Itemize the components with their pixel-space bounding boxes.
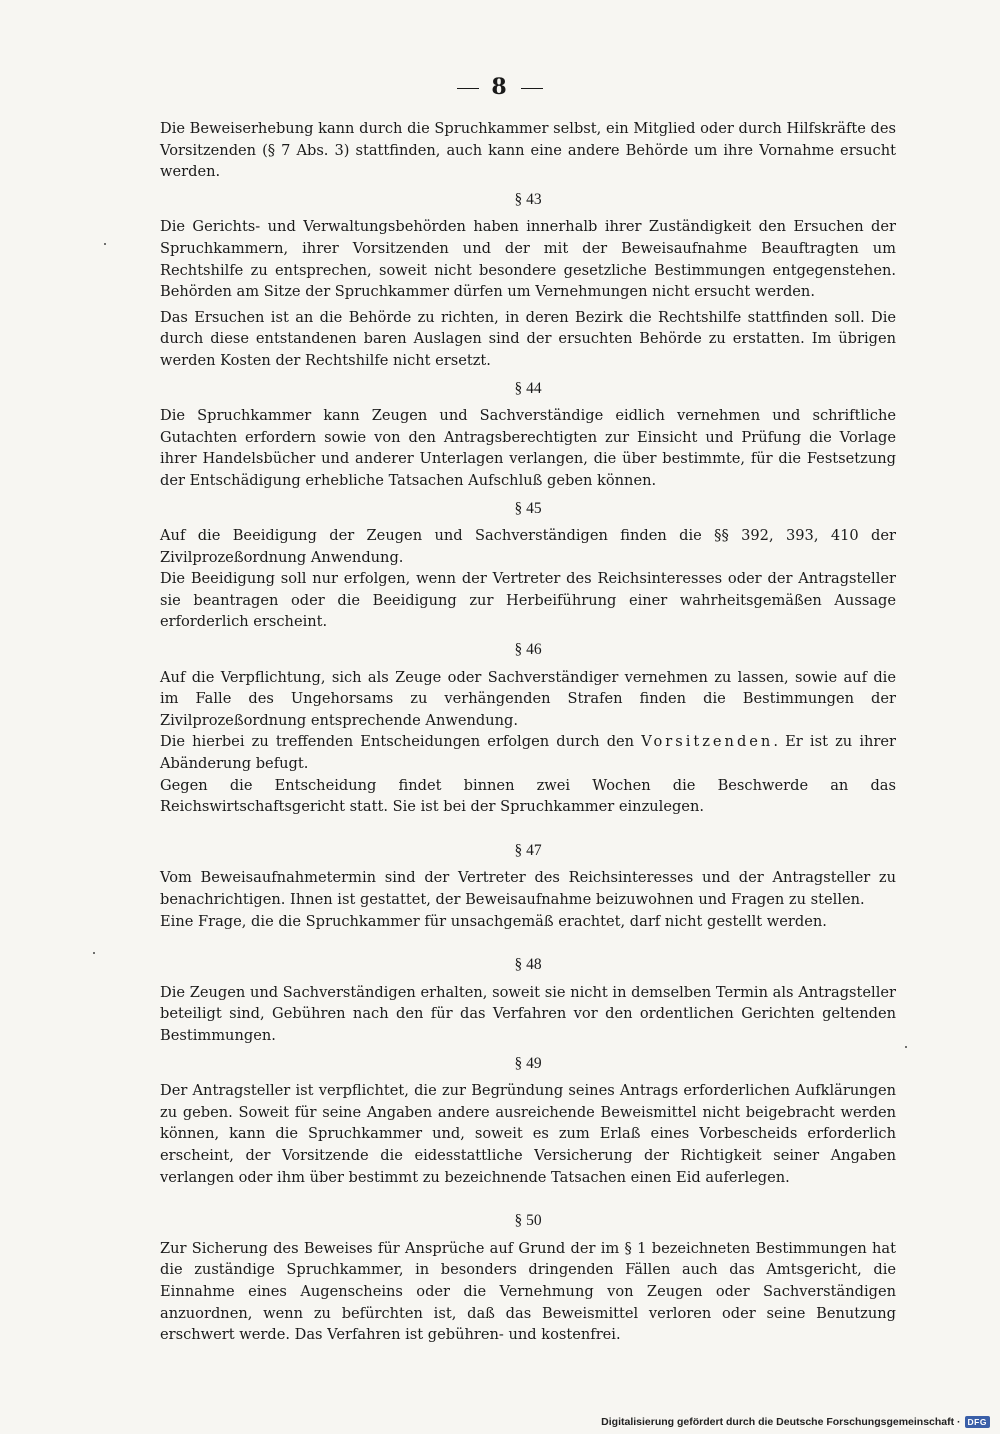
dash-right xyxy=(521,88,543,89)
section-45-paragraph-1: Auf die Beeidigung der Zeugen und Sachverständigen finden die §§ 392, 393, 410 der Zivilprozeßordnung Anwendung. xyxy=(160,527,896,566)
document-body xyxy=(160,118,896,1346)
scan-speck xyxy=(93,952,95,954)
section-46-p2-start: Die hierbei zu treffenden Entscheidungen erfolgen durch den xyxy=(160,733,642,751)
section-46-p2-end: . Er ist zu ihrer Abänderung befugt. xyxy=(160,733,896,773)
scan-speck xyxy=(104,243,106,245)
page-number: 8 xyxy=(491,74,509,100)
section-50-paragraph-1: Zur Sicherung des Beweises für Ansprüche auf Grund der im § 1 bezeichneten Bestimmungen hat die zuständige Spruchkammer, in besonders dringenden Fällen auch das Amtsgericht, die Einnahme eines Augenscheins oder die Vernehmung von Zeugen oder Sachverständigen anzuordnen, wenn zu befürchten ist, daß das Beweismittel verloren oder seine Benutzung erschwert werde. Das Verfahren ist gebühren- und kostenfrei. xyxy=(160,1239,896,1344)
section-49-paragraph-1: Der Antragsteller ist verpflichtet, die zur Begründung seines Antrags erforderlichen Aufklärungen zu geben. Soweit für seine Angaben andere ausreichende Beweismittel nicht beigebracht werden können, kann die Spruchkammer und, soweit es zum Erlaß eines Vorbescheids erforderlich erscheint, der Vorsitzende die eidesstattliche Versicherung der Richtigkeit seiner Angaben verlangen oder ihm über bestimmt zu bezeichnende Tatsachen einen Eid auferlegen. xyxy=(160,1082,896,1186)
section-46-heading: § 46 xyxy=(514,641,542,659)
section-48-paragraph-1: Die Zeugen und Sachverständigen erhalten, soweit sie nicht in demselben Termin als Antragsteller beteiligt sind, Gebühren nach den für das Verfahren vor den ordentlichen Gerichten geltenden Bestimmungen. xyxy=(160,983,896,1044)
digitization-footer xyxy=(601,1416,990,1428)
page-number-header xyxy=(0,74,1000,100)
section-47-paragraph-2: Eine Frage, die die Spruchkammer für unsachgemäß erachtet, darf nicht gestellt werden. xyxy=(160,912,827,930)
section-46-p2-spaced: Vorsitzenden xyxy=(641,733,774,751)
section-46-paragraph-1: Auf die Verpflichtung, sich als Zeuge oder Sachverständiger vernehmen zu lassen, sowie auf die im Falle des Ungehorsams zu verhängenden Strafen finden die Bestimmungen der Zivilprozeßordnung entsprechende Anwendung. xyxy=(160,668,896,729)
dash-left xyxy=(457,88,479,89)
section-44-paragraph-1: Die Spruchkammer kann Zeugen und Sachverständige eidlich vernehmen und schriftliche Gutachten erfordern sowie von den Antragsberechtigten zur Einsicht und Prüfung die Vorlage ihrer Handelsbücher und anderer Unterlagen verlangen, die über bestimmte, für die Festsetzung der Entschädigung erhebliche Tatsachen Aufschluß geben können. xyxy=(160,407,896,489)
section-43-paragraph-2: Das Ersuchen ist an die Behörde zu richten, in deren Bezirk die Rechtshilfe stattfinden soll. Die durch diese entstandenen baren Auslagen sind der ersuchten Behörde zu erstatten. Im übrigen werden Kosten der Rechtshilfe nicht ersetzt. xyxy=(160,308,896,369)
section-43-paragraph-1: Die Gerichts- und Verwaltungsbehörden haben innerhalb ihrer Zuständigkeit den Ersuchen der Spruchkammern, ihrer Vorsitzenden und der mit der Beweisaufnahme Beauftragten um Rechtshilfe zu entsprechen, soweit nicht besondere gesetzliche Bestimmungen entgegenstehen. Behörden am Sitze der Spruchkammer dürfen um Vernehmungen nicht ersucht werden. xyxy=(160,218,896,301)
section-49-heading: § 49 xyxy=(514,1054,542,1072)
section-46-paragraph-2 xyxy=(160,731,896,774)
footer-text: Digitalisierung gefördert durch die Deutsche Forschungsgemeinschaft · xyxy=(601,1416,961,1428)
dfg-logo: DFG xyxy=(965,1416,990,1428)
section-45-paragraph-2: Die Beeidigung soll nur erfolgen, wenn der Vertreter des Reichsinteresses oder der Antragsteller sie beantragen oder die Beeidigung zur Herbeiführung einer wahrheitsgemäßen Aussage erforderlich erscheint. xyxy=(160,570,896,631)
section-50-heading: § 50 xyxy=(514,1212,542,1230)
section-47-heading: § 47 xyxy=(514,841,542,859)
section-43-heading: § 43 xyxy=(514,190,542,208)
section-44-heading: § 44 xyxy=(514,379,542,397)
section-47-paragraph-1: Vom Beweisaufnahmetermin sind der Vertreter des Reichsinteresses und der Antragsteller zu benachrichtigen. Ihnen ist gestattet, der Beweisaufnahme beizuwohnen und Fragen zu stellen. xyxy=(160,869,896,908)
section-45-heading: § 45 xyxy=(514,499,542,517)
scan-speck xyxy=(905,1046,907,1048)
intro-paragraph: Die Beweiserhebung kann durch die Spruchkammer selbst, ein Mitglied oder durch Hilfskräfte des Vorsitzenden (§ 7 Abs. 3) stattfinden, auch kann eine andere Behörde um ihre Vornahme ersucht werden. xyxy=(160,120,896,181)
section-48-heading: § 48 xyxy=(514,956,542,974)
section-46-paragraph-3: Gegen die Entscheidung findet binnen zwei Wochen die Beschwerde an das Reichswirtschaftsgericht statt. Sie ist bei der Spruchkammer einzulegen. xyxy=(160,776,896,816)
